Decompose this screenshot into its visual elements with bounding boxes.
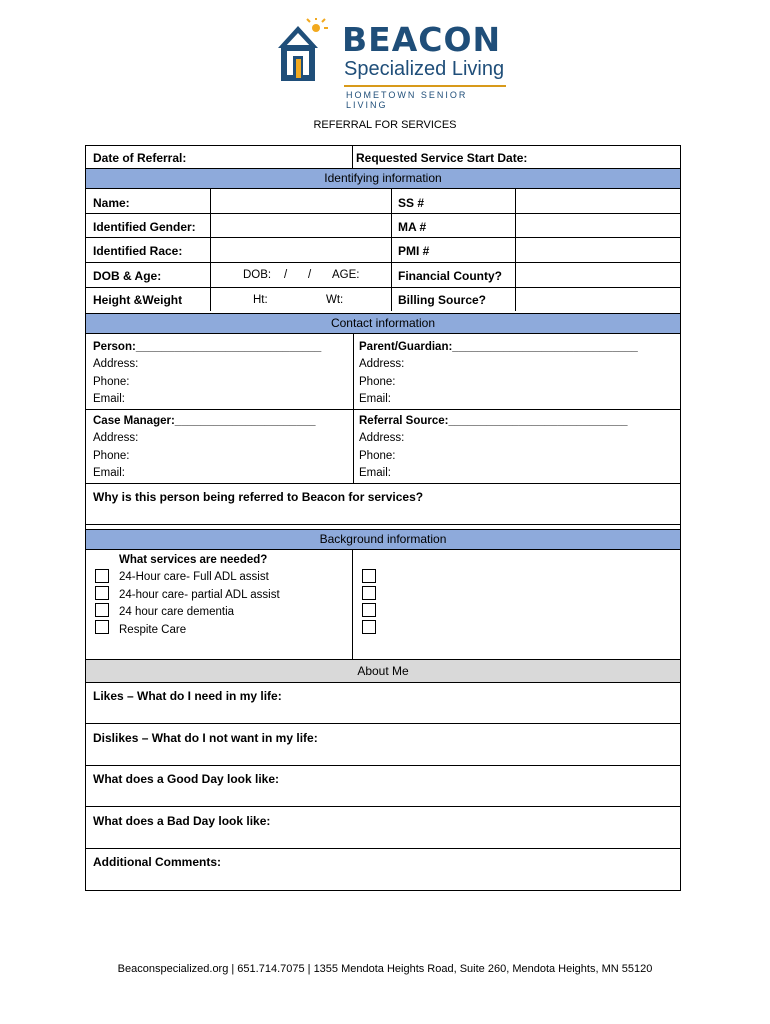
person-block — [93, 339, 321, 409]
divider — [86, 262, 680, 263]
divider — [352, 146, 353, 168]
logo-tagline: HOMETOWN SENIOR LIVING — [346, 90, 468, 110]
dob-slash: / — [308, 269, 312, 281]
dob-sub-label: DOB: — [243, 269, 272, 281]
checkbox-blank[interactable] — [362, 586, 376, 600]
height-sub-label: Ht: — [253, 294, 268, 306]
good-day-label: What does a Good Day look like: — [93, 772, 280, 786]
divider — [86, 848, 680, 849]
email-label: Email: — [93, 467, 125, 480]
services-question: What services are needed? — [119, 554, 268, 566]
ss-label: SS # — [398, 196, 425, 210]
option-partial-adl: 24-hour care- partial ADL assist — [119, 589, 280, 601]
divider — [86, 213, 680, 214]
divider — [86, 483, 680, 484]
dislikes-label: Dislikes – What do I not want in my life: — [93, 731, 318, 745]
dob-slash: / — [284, 269, 288, 281]
comments-label: Additional Comments: — [93, 855, 221, 869]
likes-label: Likes – What do I need in my life: — [93, 689, 282, 703]
checkbox-full-adl[interactable] — [95, 569, 109, 583]
email-label: Email: — [359, 393, 391, 406]
divider — [86, 287, 680, 288]
phone-label: Phone: — [359, 449, 396, 462]
logo-subtitle: Specialized Living — [344, 58, 505, 80]
checkbox-dementia[interactable] — [95, 603, 109, 617]
case-manager-block — [93, 413, 316, 483]
divider — [352, 550, 353, 659]
address-label: Address: — [93, 358, 139, 371]
referral-form — [85, 145, 681, 891]
case-manager-label: Case Manager:______________________ — [93, 415, 316, 427]
address-label: Address: — [93, 432, 139, 445]
email-label: Email: — [359, 467, 391, 480]
divider — [391, 189, 392, 311]
address-label: Address: — [359, 358, 405, 371]
ma-label: MA # — [398, 220, 427, 234]
gender-label: Identified Gender: — [93, 220, 196, 234]
why-label: Why is this person being referred to Beacon for services? — [93, 490, 424, 504]
checkbox-respite[interactable] — [95, 620, 109, 634]
beacon-logo — [272, 18, 512, 110]
divider — [86, 806, 680, 807]
phone-label: Phone: — [93, 449, 130, 462]
logo-divider — [344, 85, 506, 87]
divider — [210, 189, 211, 311]
email-label: Email: — [93, 393, 125, 406]
height-weight-label: Height &Weight — [93, 293, 183, 307]
bad-day-label: What does a Bad Day look like: — [93, 814, 271, 828]
background-heading: Background information — [86, 529, 680, 550]
phone-label: Phone: — [93, 375, 130, 388]
pmi-label: PMI # — [398, 244, 430, 258]
weight-sub-label: Wt: — [326, 294, 344, 306]
checkbox-blank[interactable] — [362, 620, 376, 634]
guardian-label: Parent/Guardian:_____________________________ — [359, 341, 638, 353]
referral-source-block — [359, 413, 628, 483]
guardian-block — [359, 339, 638, 409]
billing-label: Billing Source? — [398, 293, 487, 307]
age-sub-label: AGE: — [332, 269, 360, 281]
contact-heading: Contact information — [86, 313, 680, 334]
name-label: Name: — [93, 196, 130, 210]
form-title: REFERRAL FOR SERVICES — [313, 119, 457, 131]
house-lighthouse-icon — [272, 18, 338, 82]
divider — [86, 765, 680, 766]
option-full-adl: 24-Hour care- Full ADL assist — [119, 571, 269, 583]
dob-age-label: DOB & Age: — [93, 269, 162, 283]
logo-brand: BEACON — [342, 20, 502, 59]
divider — [515, 189, 516, 311]
divider — [86, 524, 680, 525]
phone-label: Phone: — [359, 375, 396, 388]
county-label: Financial County? — [398, 269, 503, 283]
person-label: Person:_____________________________ — [93, 341, 322, 353]
referral-source-label: Referral Source:____________________________ — [359, 415, 628, 427]
divider — [86, 409, 680, 410]
about-heading: About Me — [86, 659, 680, 683]
checkbox-blank[interactable] — [362, 569, 376, 583]
identifying-heading: Identifying information — [86, 168, 680, 189]
date-of-referral-label: Date of Referral: — [93, 151, 187, 165]
divider — [86, 723, 680, 724]
option-respite: Respite Care — [119, 624, 187, 636]
divider — [86, 237, 680, 238]
race-label: Identified Race: — [93, 244, 183, 258]
address-label: Address: — [359, 432, 405, 445]
requested-start-label: Requested Service Start Date: — [356, 151, 528, 165]
checkbox-blank[interactable] — [362, 603, 376, 617]
option-dementia: 24 hour care dementia — [119, 606, 235, 618]
footer-contact: Beaconspecialized.org | 651.714.7075 | 1355 Mendota Heights Road, Suite 260, Mendota Heights, MN 55120 — [117, 963, 653, 975]
checkbox-partial-adl[interactable] — [95, 586, 109, 600]
